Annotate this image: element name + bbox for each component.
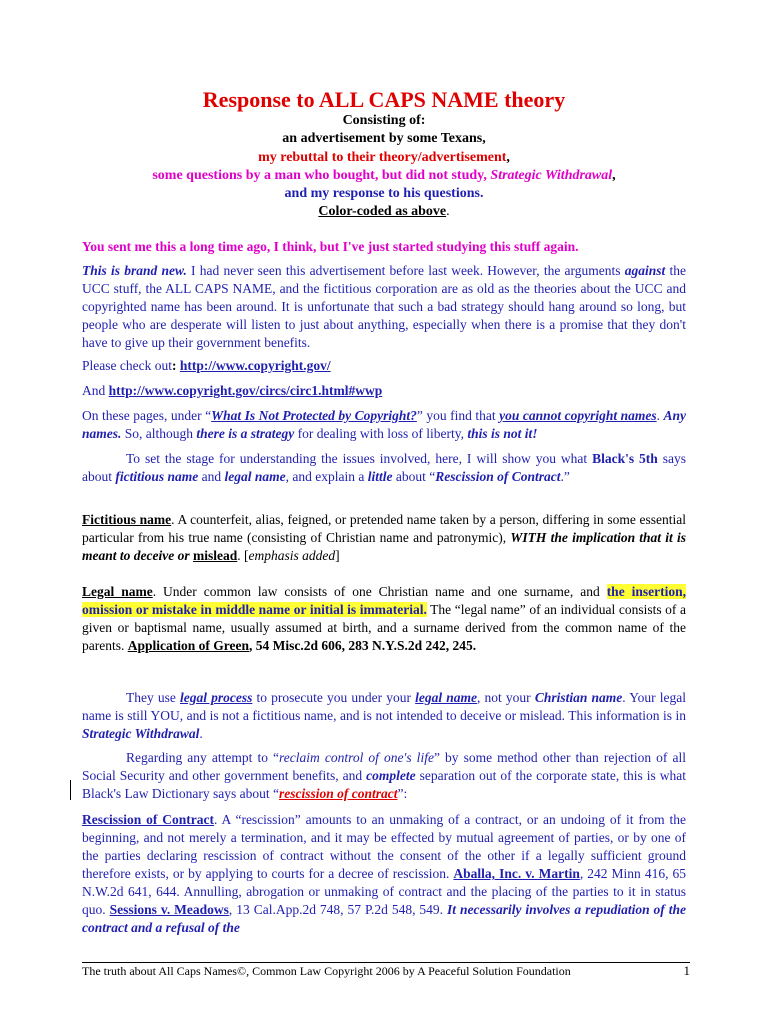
- subtitle-consisting: Consisting of:: [342, 113, 426, 128]
- definition-fictitious-name: Fictitious name. A counterfeit, alias, feigned, or pretended name taken by a person, differing in some essential particular from his true name (consisting of Christian name and patronymic), WITH the implication that it is meant to deceive or mislead. [emphasis added]: [82, 512, 686, 563]
- text-cursor: [70, 780, 71, 800]
- paragraph-set-stage: To set the stage for understanding the issues involved, here, I will show you what Black's 5th says about fictitious name and legal name, and explain a little about “Rescission of Contract.”: [82, 451, 687, 484]
- paragraph-brand-new: This is brand new. I had never seen this advertisement before last week. However, the arguments against the UCC stuff, the ALL CAPS NAME, and the fictitious corporation are as old as the theories about the UCC and copyrighted name has been around. It is unfortunate that such a bad strategy should hang around so long, but people who are desperate will listen to just about anything, especially when there is a promise that they don't have to give up their government benefits.: [82, 263, 686, 350]
- subtitle-questions: some questions by a man who bought, but did not study, Strategic Withdrawal,: [152, 168, 616, 183]
- subtitle-advertisement: an advertisement by some Texans,: [282, 131, 486, 146]
- paragraph-not-protected: On these pages, under “What Is Not Protected by Copyright?” you find that you cannot copyright names. Any names. So, although there is a strategy for dealing with loss of liberty, this is not it!: [82, 408, 687, 441]
- footer-rule: [82, 962, 690, 963]
- definition-legal-name: Legal name. Under common law consists of one Christian name and one surname, and the insertion, omission or mistake in middle name or initial is immaterial. The “legal name” of an individual consists of a given or baptismal name, usually assumed at birth, and a surname derived from the common name of the parents. Application of Green, 54 Misc.2d 606, 283 N.Y.S.2d 242, 245.: [82, 584, 687, 653]
- subtitle-color-coded: Color-coded as above.: [318, 204, 450, 219]
- paragraph-legal-process: They use legal process to prosecute you under your legal name, not your Christian name. Your legal name is still YOU, and is not a fictitious name, and is not intended to deceive or mislead. This information is in Strategic Withdrawal.: [82, 690, 687, 741]
- paragraph-and-link: And http://www.copyright.gov/circs/circ1.html#wwp: [82, 383, 383, 398]
- subtitle-rebuttal: my rebuttal to their theory/advertisement,: [258, 150, 510, 165]
- subtitle-response: and my response to his questions.: [284, 186, 484, 201]
- definition-rescission: Rescission of Contract. A “rescission” amounts to an unmaking of a contract, or an undoing of it from the beginning, and not merely a termination, and it may be effected by mutual agreement of parties, or by one of the parties declaring rescission of contract without the consent of the other if a legally sufficient ground therefore exists, or by applying to courts for a decree of rescission. Aballa, Inc. v. Martin, 242 Minn 416, 65 N.W.2d 641, 644. Annulling, abrogation or unmaking of contract and the placing of the parties to it in status quo. Sessions v. Meadows, 13 Cal.App.2d 748, 57 P.2d 548, 549. It necessarily involves a repudiation of the contract and a refusal of the: [82, 812, 687, 935]
- document-title: Response to ALL CAPS NAME theory: [202, 87, 566, 112]
- paragraph-check-out: Please check out: http://www.copyright.gov/: [82, 358, 331, 373]
- page-footer: [82, 964, 690, 978]
- paragraph-reclaim-control: Regarding any attempt to “reclaim control of one's life” by some method other than rejection of all Social Security and other government benefits, and complete separation out of the corporate state, this is what Black's Law Dictionary says about “rescission of contract”:: [82, 750, 686, 801]
- intro-question: You sent me this a long time ago, I think, but I've just started studying this stuff again.: [82, 239, 579, 254]
- footer-text: The truth about All Caps Names©, Common Law Copyright 2006 by A Peaceful Solution Foundation: [82, 964, 571, 978]
- circ1-link[interactable]: http://www.copyright.gov/circs/circ1.html#wwp: [108, 383, 383, 398]
- copyright-link[interactable]: http://www.copyright.gov/: [179, 358, 331, 373]
- page-number: 1: [683, 963, 690, 978]
